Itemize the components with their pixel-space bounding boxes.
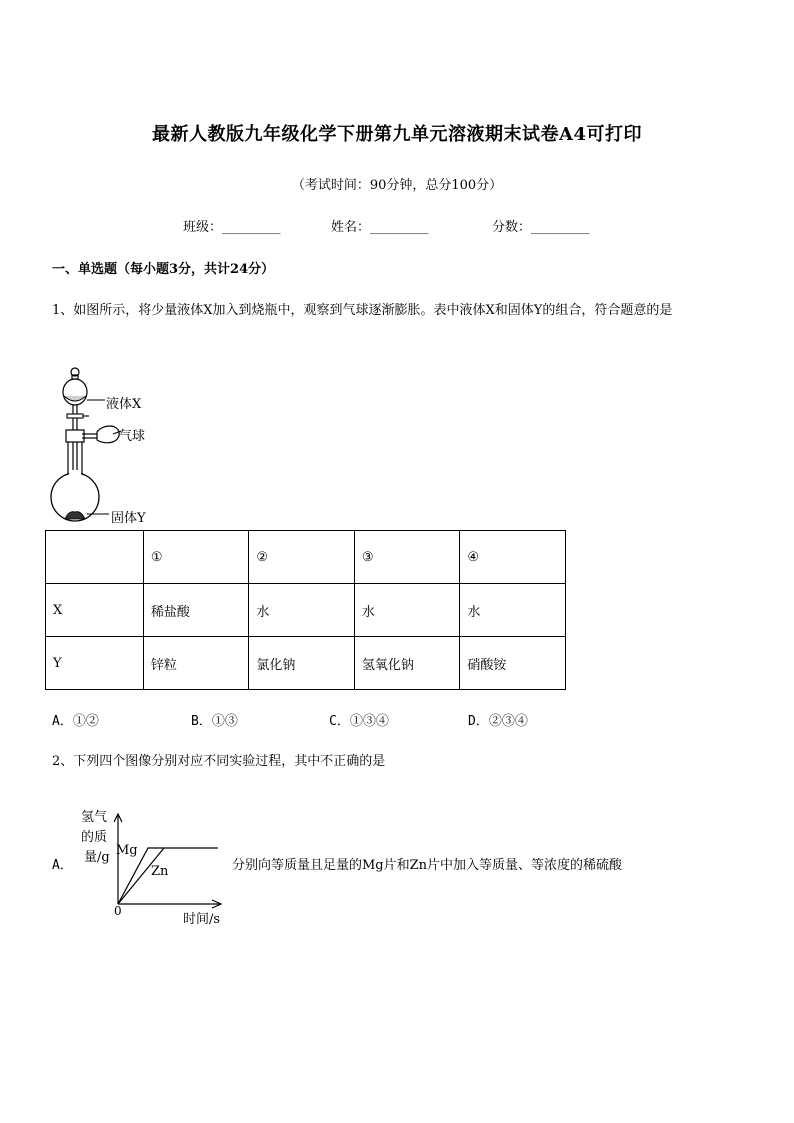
table-cell: 稀盐酸: [143, 584, 249, 637]
table-cell: ①: [143, 531, 249, 584]
option-c[interactable]: C．①③④: [329, 714, 389, 729]
table-cell: ②: [249, 531, 355, 584]
question-2-text: 2、下列四个图像分别对应不同实验过程，其中不正确的是: [52, 754, 386, 769]
score-field: 分数：_________: [492, 220, 590, 235]
table-cell: 锌粒: [143, 637, 249, 690]
graph-ylabel-2: 的质: [81, 830, 108, 845]
option-b[interactable]: B．①③: [191, 714, 238, 729]
choices-table: [45, 530, 566, 690]
class-field: 班级：_________: [183, 220, 281, 235]
zn-series-label: Zn: [151, 864, 169, 879]
table-cell: 氢氧化钠: [354, 637, 460, 690]
table-cell: X: [46, 584, 144, 637]
table-cell: 水: [354, 584, 460, 637]
liquid-x-label: 液体X: [106, 397, 142, 412]
graph-xlabel: 时间/s: [183, 912, 221, 927]
page-title: 最新人教版九年级化学下册第九单元溶液期末试卷A4可打印: [152, 124, 642, 145]
table-row: [46, 637, 566, 690]
table-cell: 硝酸铵: [460, 637, 566, 690]
mg-series-label: Mg: [116, 843, 138, 858]
table-cell: Y: [46, 637, 144, 690]
option-d[interactable]: D．②③④: [468, 714, 528, 729]
table-header-row: [46, 531, 566, 584]
option-a[interactable]: A．①②: [52, 714, 99, 729]
table-cell: 氯化钠: [249, 637, 355, 690]
table-cell: ③: [354, 531, 460, 584]
balloon-label: 气球: [119, 429, 146, 444]
table-cell: 水: [249, 584, 355, 637]
graph-ylabel-3: 量/g: [84, 850, 110, 865]
table-cell: [46, 531, 144, 584]
table-cell: 水: [460, 584, 566, 637]
table-cell: ④: [460, 531, 566, 584]
graph-origin-label: 0: [114, 904, 122, 918]
section-title: 一、单选题（每小题3分，共计24分）: [52, 262, 275, 277]
q2-option-a-label[interactable]: A．: [52, 858, 73, 873]
question-1-text: 1、如图所示，将少量液体X加入到烧瓶中，观察到气球逐渐膨胀。表中液体X和固体Y的组合，符合题意的是: [52, 303, 673, 318]
exam-info: （考试时间：90分钟，总分100分）: [291, 178, 503, 193]
graph-ylabel-1: 氢气: [81, 810, 108, 825]
solid-y-label: 固体Y: [111, 511, 146, 526]
table-row: [46, 584, 566, 637]
name-field: 姓名：_________: [331, 220, 429, 235]
flask-apparatus-figure: [45, 362, 185, 528]
q2-option-a-description: 分别向等质量且足量的Mg片和Zn片中加入等质量、等浓度的稀硫酸: [232, 858, 623, 873]
